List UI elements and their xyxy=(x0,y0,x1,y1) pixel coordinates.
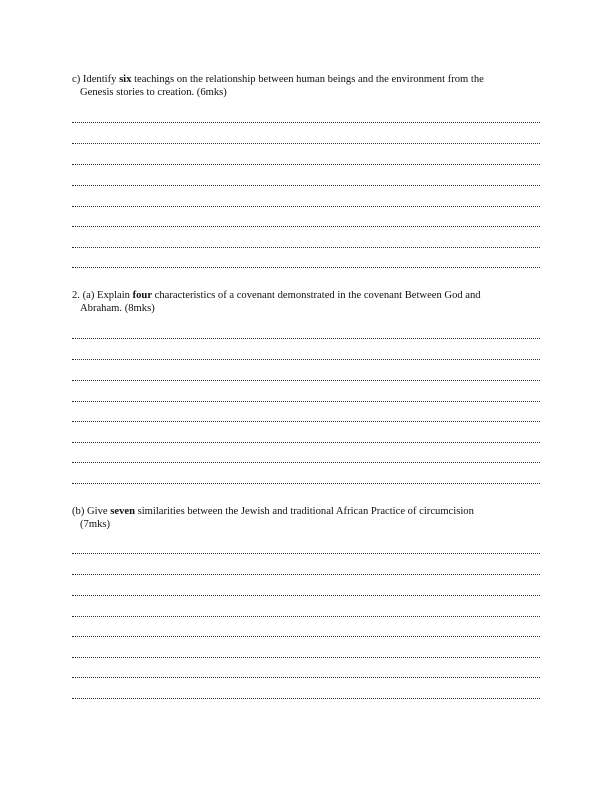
answer-line[interactable] xyxy=(72,677,540,678)
answer-line[interactable] xyxy=(72,574,540,575)
answer-line[interactable] xyxy=(72,483,540,484)
answer-line[interactable] xyxy=(72,380,540,381)
answer-line[interactable] xyxy=(72,122,540,123)
answer-line[interactable] xyxy=(72,595,540,596)
answer-line[interactable] xyxy=(72,401,540,402)
question-prefix: c) Identify xyxy=(72,74,120,85)
answer-line[interactable] xyxy=(72,359,540,360)
answer-line[interactable] xyxy=(72,616,540,617)
question-text-line1 xyxy=(72,505,542,518)
answer-line[interactable] xyxy=(72,143,540,144)
question-text: characteristics of a covenant demonstrated in the covenant Between God and xyxy=(152,290,481,301)
question-prefix: (b) Give xyxy=(72,506,111,517)
question-text-line2: Genesis stories to creation. (6mks) xyxy=(80,87,227,98)
answer-line[interactable] xyxy=(72,267,540,268)
question-prefix: 2. (a) Explain xyxy=(72,290,133,301)
answer-line[interactable] xyxy=(72,636,540,637)
question-keyword: six xyxy=(119,74,132,85)
answer-line[interactable] xyxy=(72,226,540,227)
question-text-line2: (7mks) xyxy=(80,519,111,530)
answer-line[interactable] xyxy=(72,421,540,422)
question-1c xyxy=(72,73,542,99)
answer-line[interactable] xyxy=(72,247,540,248)
question-text-line2: Abraham. (8mks) xyxy=(80,303,155,314)
question-text-line1 xyxy=(72,73,542,86)
answer-line[interactable] xyxy=(72,442,540,443)
question-text: teachings on the relationship between human beings and the environment from the xyxy=(131,74,484,85)
answer-line[interactable] xyxy=(72,553,540,554)
answer-line[interactable] xyxy=(72,164,540,165)
question-2b xyxy=(72,505,542,531)
question-keyword: four xyxy=(132,290,153,301)
answer-line[interactable] xyxy=(72,462,540,463)
question-text-line1 xyxy=(72,289,542,302)
answer-line[interactable] xyxy=(72,657,540,658)
answer-line[interactable] xyxy=(72,698,540,699)
question-2a xyxy=(72,289,542,315)
answer-line[interactable] xyxy=(72,206,540,207)
answer-line[interactable] xyxy=(72,185,540,186)
question-text: similarities between the Jewish and traditional African Practice of circumcision xyxy=(134,506,474,517)
question-keyword: seven xyxy=(110,506,135,517)
answer-line[interactable] xyxy=(72,338,540,339)
